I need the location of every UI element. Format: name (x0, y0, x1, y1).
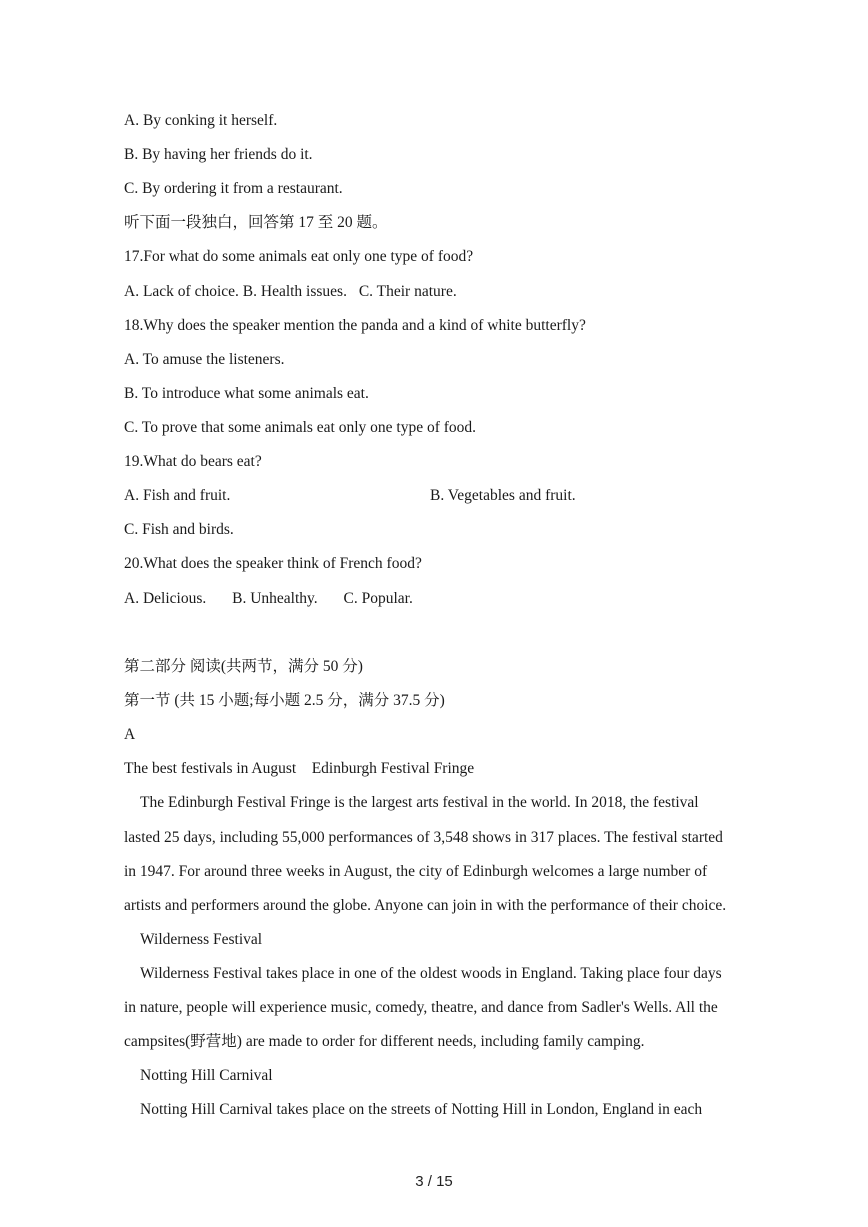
q20-question: 20.What does the speaker think of French food? (124, 555, 422, 572)
para1-line-2: lasted 25 days, including 55,000 performances of 3,548 shows in 317 places. The festival started (124, 829, 723, 846)
q17-question: 17.For what do some animals eat only one type of food? (124, 248, 474, 265)
q16-option-a: A. By conking it herself. (124, 112, 278, 129)
q18-option-a: A. To amuse the listeners. (124, 351, 285, 368)
q19-option-b: B. Vegetables and fruit. (430, 487, 576, 504)
para3-line-1: Notting Hill Carnival takes place on the streets of Notting Hill in London, England in each (140, 1101, 703, 1118)
q18-question: 18.Why does the speaker mention the panda and a kind of white butterfly? (124, 317, 586, 334)
passage-title: The best festivals in August Edinburgh Festival Fringe (124, 760, 475, 777)
q19-option-c: C. Fish and birds. (124, 521, 234, 538)
q17-option-c: C. Their nature. (358, 283, 457, 300)
para1-line-3: in 1947. For around three weeks in August, the city of Edinburgh welcomes a large number of (124, 863, 708, 880)
q17-option-b: B. Health issues. (242, 283, 347, 300)
q17-options (124, 282, 457, 302)
q16-option-b: B. By having her friends do it. (124, 146, 313, 163)
q20-options (124, 589, 413, 609)
q20-option-c: C. Popular. (343, 590, 413, 607)
notting-hill-heading: Notting Hill Carnival (140, 1067, 273, 1084)
para2-line-1: Wilderness Festival takes place in one of the oldest woods in England. Taking place four days (140, 965, 722, 982)
monologue-instruction: 听下面一段独白，回答第 17 至 20 题。 (124, 214, 388, 231)
page-number: 3 / 15 (415, 1173, 453, 1190)
q19-question: 19.What do bears eat? (124, 453, 262, 470)
para2-line-3: campsites(野营地) are made to order for different needs, including family camping. (124, 1033, 645, 1050)
para1-line-4: artists and performers around the globe. Anyone can join in with the performance of their choice. (124, 897, 727, 914)
q18-option-b: B. To introduce what some animals eat. (124, 385, 369, 402)
q17-option-a: A. Lack of choice. (124, 283, 239, 300)
q18-option-c: C. To prove that some animals eat only one type of food. (124, 419, 477, 436)
q20-option-b: B. Unhealthy. (232, 590, 318, 607)
passage-label: A (124, 726, 136, 743)
wilderness-heading: Wilderness Festival (140, 931, 263, 948)
para1-line-1: The Edinburgh Festival Fringe is the largest arts festival in the world. In 2018, the festival (140, 794, 699, 811)
section1-header: 第一节 (共 15 小题;每小题 2.5 分，满分 37.5 分) (124, 692, 445, 709)
part2-header: 第二部分 阅读(共两节，满分 50 分) (124, 658, 363, 675)
para2-line-2: in nature, people will experience music, comedy, theatre, and dance from Sadler's Wells. All the (124, 999, 718, 1016)
q20-option-a: A. Delicious. (124, 590, 207, 607)
q19-option-a: A. Fish and fruit. (124, 487, 231, 504)
q16-option-c: C. By ordering it from a restaurant. (124, 180, 343, 197)
